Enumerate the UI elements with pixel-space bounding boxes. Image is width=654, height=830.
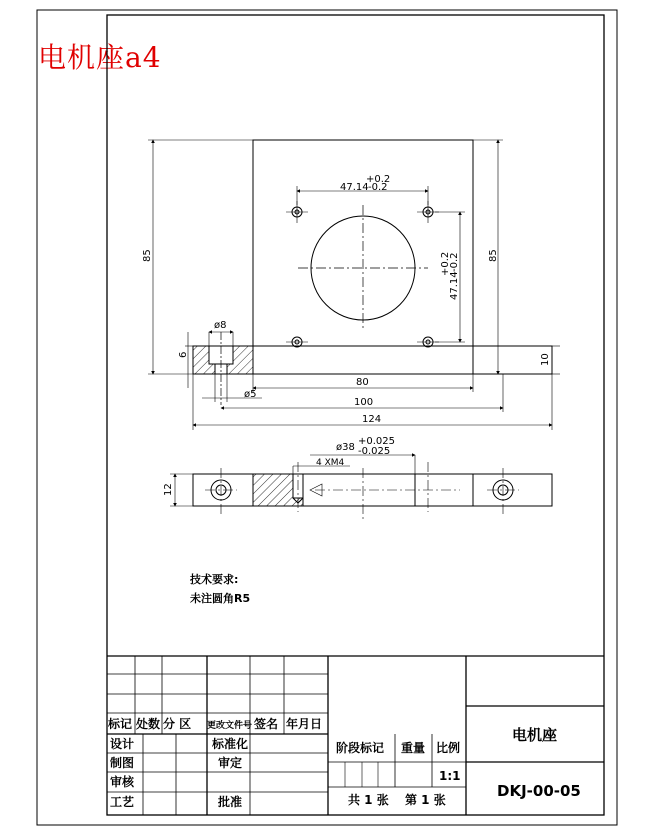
dim-width-100: 100 bbox=[354, 397, 374, 408]
tb-hdr-mark: 标记 bbox=[108, 717, 133, 731]
drawing-title-red: 电机座a4 bbox=[38, 41, 162, 74]
tb-stage-mark: 阶段标记 bbox=[336, 741, 385, 755]
notes-heading: 技术要求: bbox=[190, 573, 239, 586]
dim-slot-right: 10 bbox=[540, 353, 551, 366]
dim-hole-tol-lower: -0.2 bbox=[368, 182, 388, 193]
tb-row-design: 设计 bbox=[110, 737, 135, 751]
dim-bore-tol-upper: +0.025 bbox=[358, 436, 396, 447]
tb-row-draft: 制图 bbox=[110, 756, 135, 770]
tb-hdr-date: 年月日 bbox=[286, 717, 323, 731]
dim-height-left: 85 bbox=[142, 249, 153, 262]
dim-thread: 4 XM4 bbox=[316, 458, 345, 468]
dim-hole-spacing-v: 47.14 bbox=[449, 271, 460, 300]
tb-approve: 批准 bbox=[218, 795, 243, 809]
tb-drawing-no: DKJ-00-05 bbox=[497, 782, 581, 800]
tb-sheet-no: 第 1 张 bbox=[405, 793, 446, 807]
tb-row-process: 工艺 bbox=[110, 795, 135, 809]
tb-hdr-sign: 签名 bbox=[254, 717, 279, 731]
tb-row-review: 审核 bbox=[110, 775, 135, 789]
dim-thickness: 12 bbox=[163, 483, 174, 496]
notes-line1: 未注圆角R5 bbox=[190, 592, 251, 605]
tb-std: 标准化 bbox=[212, 737, 249, 751]
dim-width-124: 124 bbox=[362, 414, 382, 425]
top-view bbox=[170, 455, 552, 522]
dim-hole-tol-lower-v: -0.2 bbox=[449, 252, 460, 272]
tb-part-name: 电机座 bbox=[512, 726, 558, 744]
tb-scale-label: 比例 bbox=[436, 741, 461, 755]
tb-hdr-count: 处数 bbox=[136, 717, 161, 731]
tb-hdr-doc: 更改文件号 bbox=[207, 721, 253, 731]
dim-bore: ø38 bbox=[336, 442, 355, 453]
dim-hole-spacing-h: 47.14 bbox=[340, 182, 369, 193]
dim-hole-tol-upper-v: +0.2 bbox=[440, 251, 451, 276]
dim-hole-tol-upper: +0.2 bbox=[366, 174, 391, 185]
dim-hole-small: ø5 bbox=[244, 389, 257, 400]
tb-scale-value: 1:1 bbox=[439, 769, 461, 783]
dim-bore-tol-lower: -0.025 bbox=[358, 446, 391, 457]
tb-hdr-zone: 分 区 bbox=[163, 717, 192, 731]
outer-border bbox=[37, 10, 617, 825]
dim-width-80: 80 bbox=[356, 377, 369, 388]
tb-approve-check: 审定 bbox=[218, 756, 243, 770]
inner-border bbox=[107, 15, 604, 815]
tb-sheets-total: 共 1 张 bbox=[348, 793, 389, 807]
dim-base-thickness: 6 bbox=[178, 351, 189, 358]
tb-weight: 重量 bbox=[401, 741, 426, 755]
dim-height-right: 85 bbox=[488, 249, 499, 262]
dim-counterbore: ø8 bbox=[214, 320, 227, 331]
